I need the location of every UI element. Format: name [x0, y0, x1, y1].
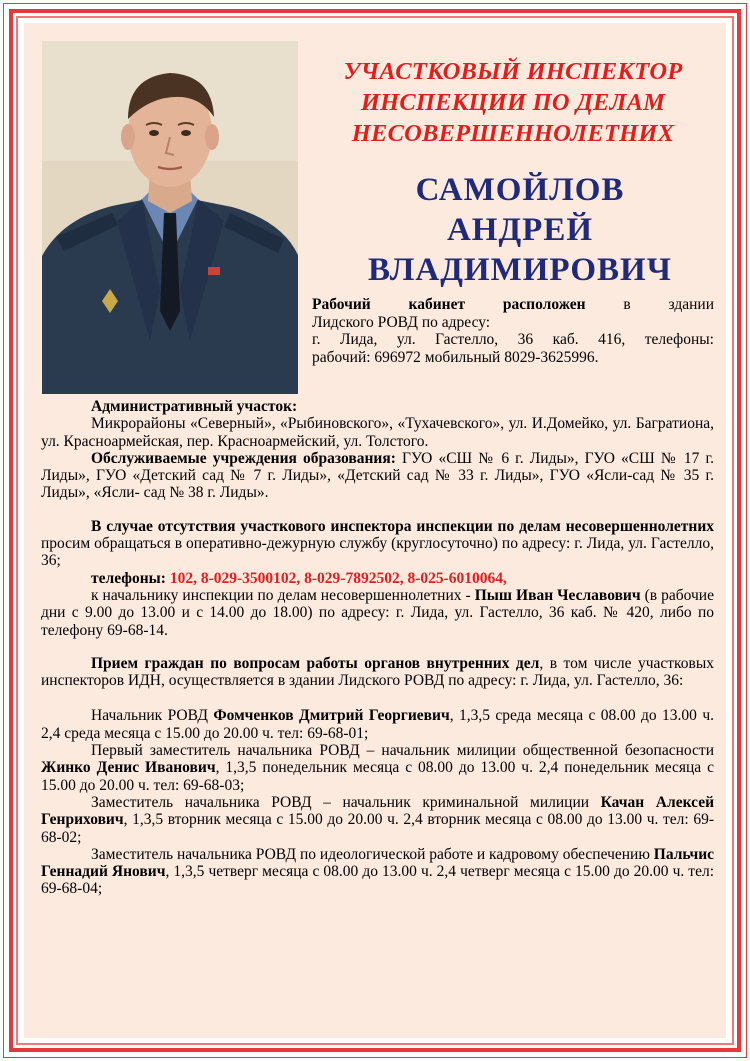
official-name: Пальчис Геннадий Янович: [41, 845, 715, 881]
official-pre: Заместитель начальника РОВД по идеологической работе и кадровому обеспечению: [91, 845, 654, 863]
phones-numbers: 102, 8-029-3500102, 8-029-7892502, 8-025-6010064,: [165, 569, 507, 587]
official-post: , 1,3,5 понедельник месяца с 08.00 до 13.00 ч. 2,4 понедельник месяца с 15.00 до 20.00 ч. тел: 69-68-03;: [41, 759, 714, 794]
inspector-photo: [42, 41, 298, 394]
district-text: Микрорайоны «Северный», «Рыбиновского», «Тухачевского», ул. И.Домейко, ул. Багратиона, ул. Красноармейская, пер. Красноармейский, ул. Толстого.: [41, 415, 714, 450]
official-pre: Заместитель начальника РОВД – начальник криминальной милиции: [91, 793, 601, 811]
name-line-1: САМОЙЛОВ: [415, 172, 625, 208]
office-info: [312, 296, 714, 366]
name-line-2: АНДРЕЙ: [446, 212, 594, 248]
district-heading: [41, 398, 714, 415]
chief-text-1: к начальнику инспекции по делам несовершеннолетних -: [91, 586, 475, 604]
absence-paragraph: [41, 518, 714, 570]
district-label: Административный участок:: [91, 398, 298, 415]
schools-text: ГУО «СШ № 6 г. Лиды», ГУО «СШ № 17 г. Лиды», ГУО «Детский сад № 7 г. Лиды», «Детский сад № 33 г. Лиды», ГУО «Ясли-сад № 35 г. Лиды», «Ясли- сад № 38 г. Лиды».: [41, 449, 714, 502]
reception-text: , в том числе участковых инспекторов ИДН, осуществляется в здании Лидского РОВД по адресу: г. Лида, ул. Гастелло, 36:: [41, 654, 714, 690]
official-pre: Начальник РОВД: [91, 707, 214, 725]
reception-paragraph: [41, 655, 714, 690]
office-line-1: [312, 296, 714, 314]
title-line-3: НЕСОВЕРШЕННОЛЕТНИХ: [351, 120, 675, 147]
official-post: , 1,3,5 вторник месяца с 15.00 до 20.00 ч. 2,4 вторник месяца с 08.00 до 13.00 ч. тел: 69-68-02;: [41, 811, 714, 846]
chief-name: Пыш Иван Чеславович: [474, 586, 641, 604]
absence-label: В случае отсутствия участкового инспектора инспекции по делам несовершеннолетних: [91, 517, 714, 535]
chief-paragraph: [41, 587, 714, 639]
office-line-3: г. Лида, ул. Гастелло, 36 каб. 416, телефоны:: [312, 331, 714, 348]
official-name: Качан Алексей Генрихович: [41, 793, 714, 829]
official-name: Фомченков Дмитрий Георгиевич: [213, 707, 450, 725]
position-title: [308, 56, 718, 149]
schools-paragraph: [41, 450, 714, 502]
official-name: Жинко Денис Иванович: [41, 759, 216, 777]
official-pre: Первый заместитель начальника РОВД – начальник милиции общественной безопасности: [91, 742, 714, 760]
title-line-2: ИНСПЕКЦИИ ПО ДЕЛАМ: [360, 89, 666, 116]
title-line-1: УЧАСТКОВЫЙ ИНСПЕКТОР: [343, 58, 683, 85]
official-entry: [41, 846, 714, 898]
official-entry: [41, 742, 714, 794]
office-label: Рабочий кабинет расположен: [312, 296, 586, 313]
official-entry: [41, 794, 714, 846]
phones-label: телефоны:: [91, 569, 166, 587]
official-entry: [41, 707, 714, 742]
reception-label: Прием граждан по вопросам работы органов внутренних дел: [91, 654, 540, 672]
phones-line: [41, 570, 714, 587]
schools-label: Обслуживаемые учреждения образования:: [91, 449, 396, 467]
official-post: , 1,3,5 четверг месяца с 08.00 до 13.00 ч. 2,4 четверг месяца с 15.00 до 20.00 ч. тел: 69-68-04;: [41, 863, 714, 898]
inspector-name: [330, 170, 710, 290]
office-text-1: в здании: [623, 296, 715, 313]
absence-text: просим обращаться в оперативно-дежурную службу (круглосуточно) по адресу: г. Лида, ул. Гастелло, 36;: [41, 535, 714, 570]
chief-text-2: (в рабочие дни с 9.00 до 13.00 и с 14.00 до 18.00) по адресу: г. Лида, ул. Гастелло, 36 каб. № 420, либо по телефону 69-68-14.: [41, 586, 714, 639]
main-text: [41, 398, 714, 898]
official-post: , 1,3,5 среда месяца с 08.00 до 13.00 ч. 2,4 среда месяца с 15.00 до 20.00 ч. тел: 69-68-01;: [41, 707, 714, 742]
office-line-2: Лидского РОВД по адресу:: [312, 313, 491, 331]
name-line-3: ВЛАДИМИРОВИЧ: [368, 252, 672, 288]
office-line-4: рабочий: 696972 мобильный 8029-3625996.: [312, 348, 599, 366]
